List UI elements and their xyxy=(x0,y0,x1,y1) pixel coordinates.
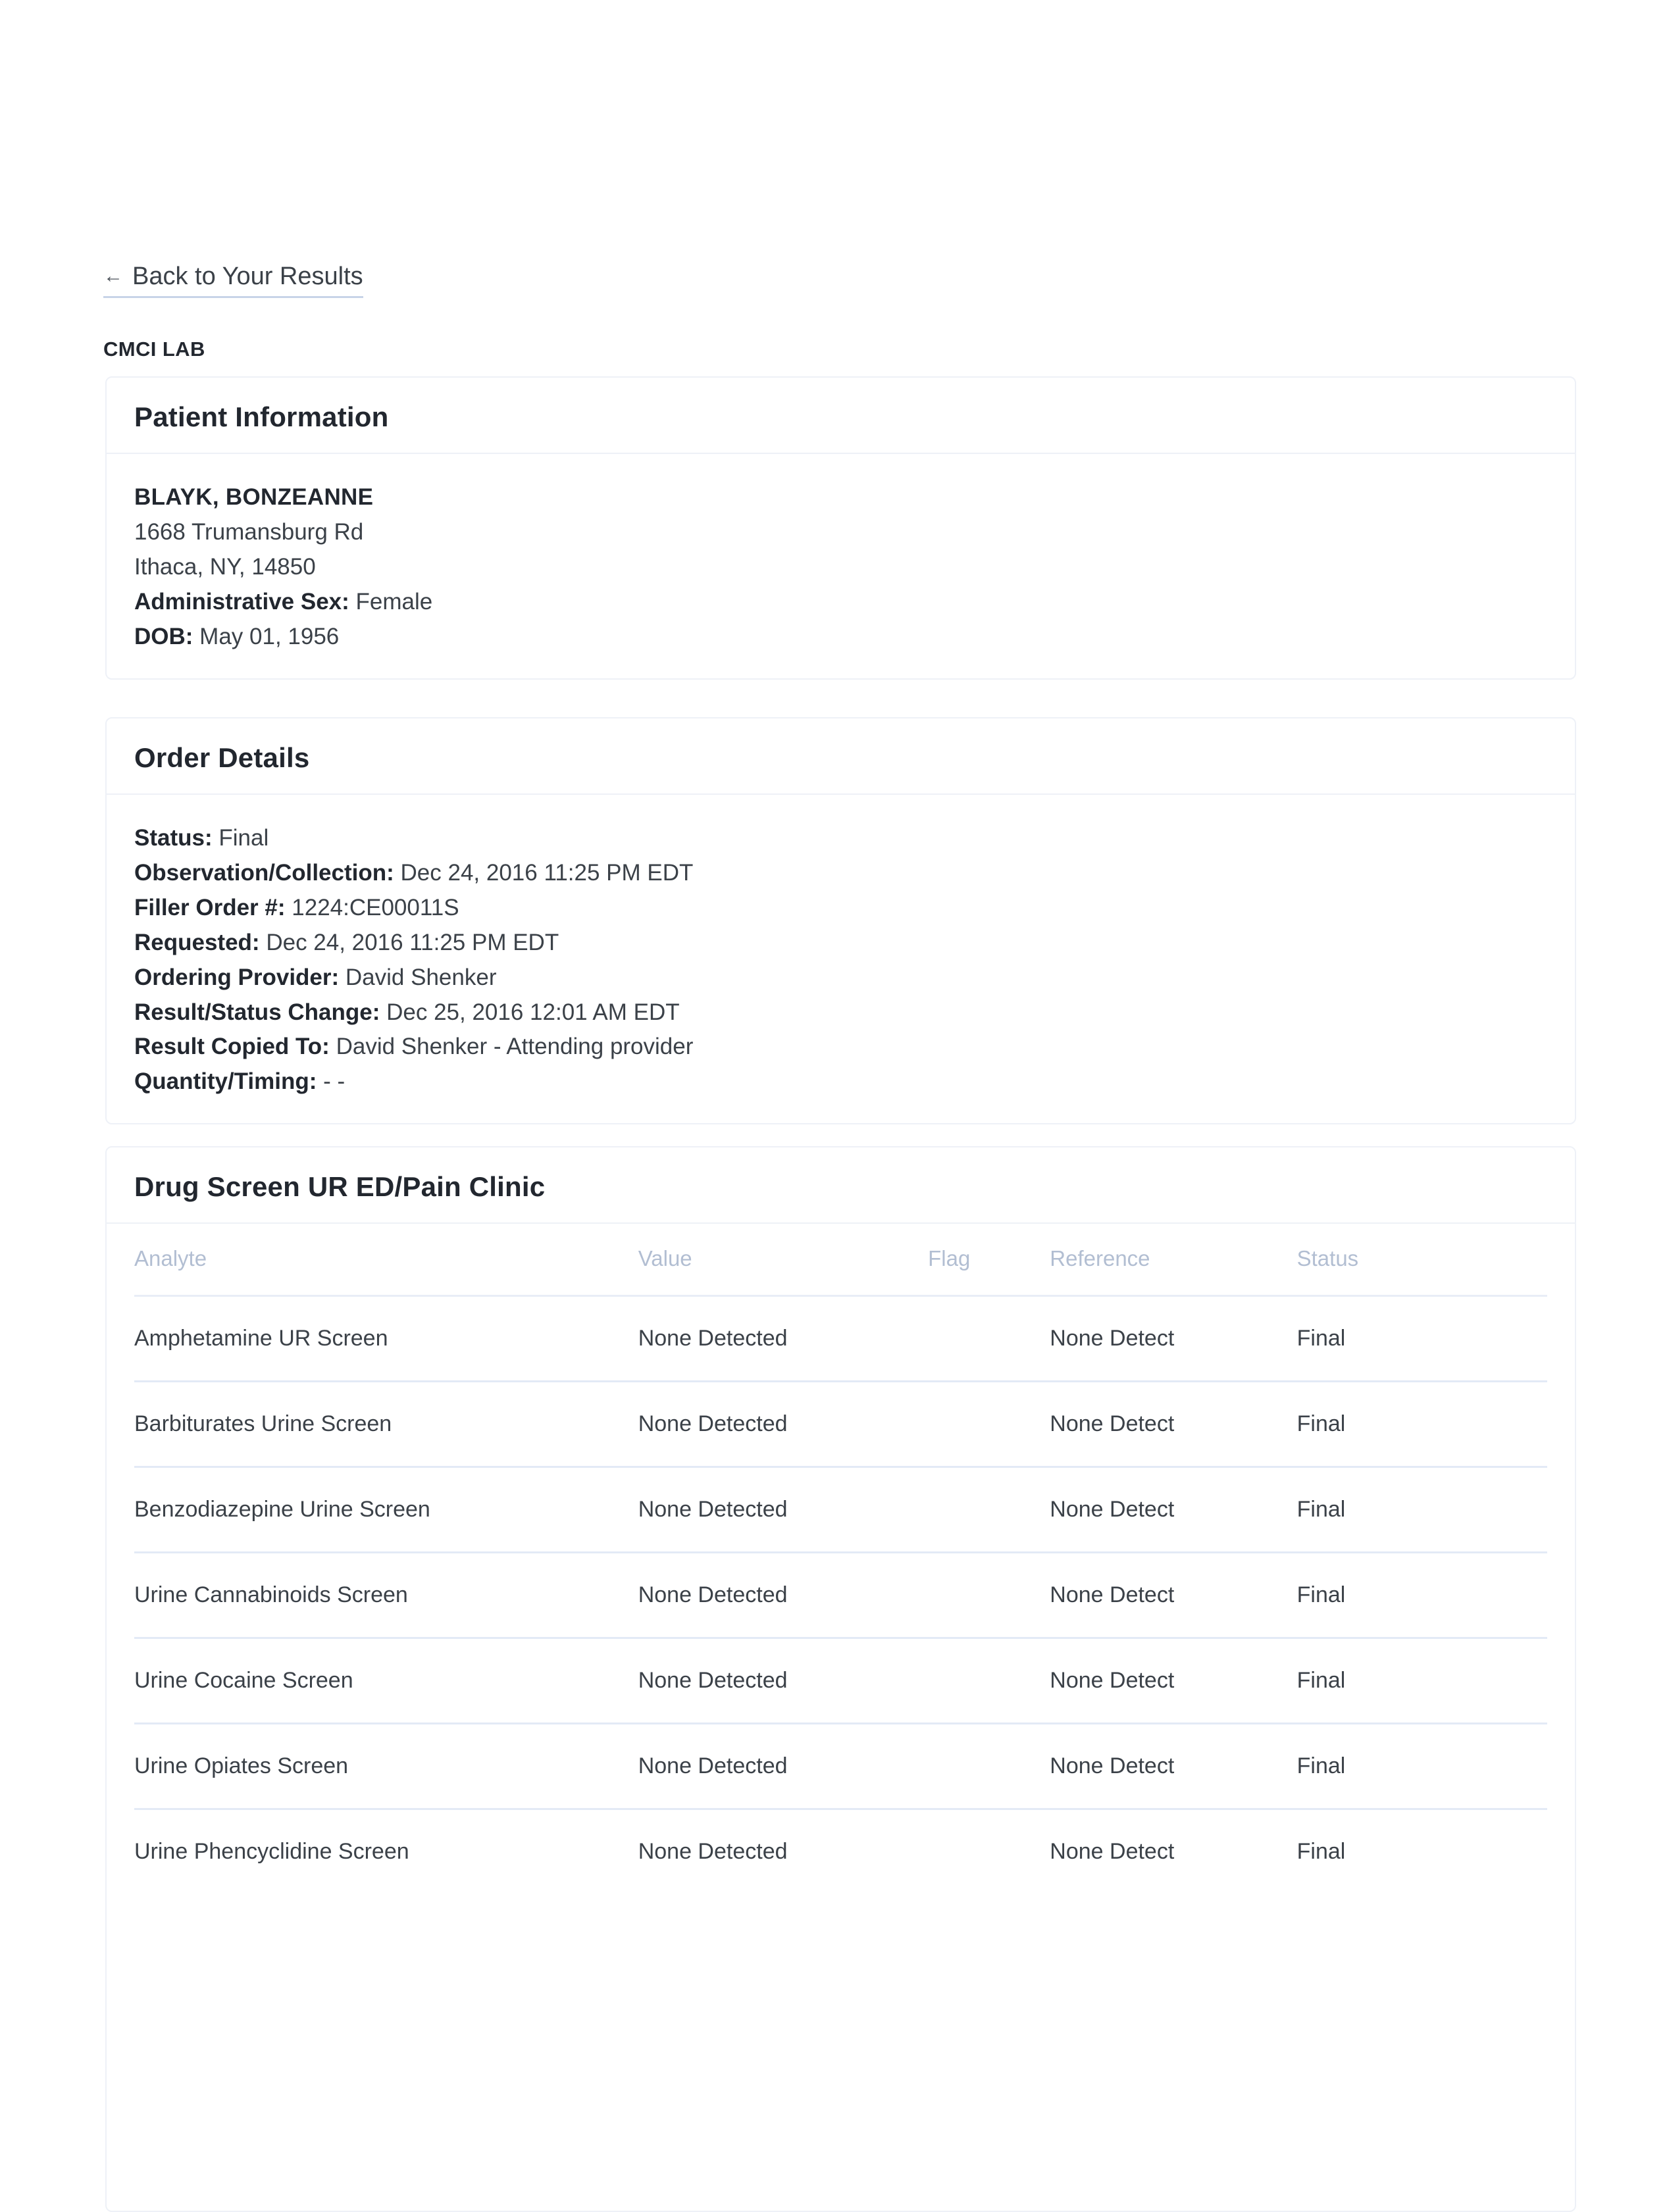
patient-card-title: Patient Information xyxy=(134,401,389,432)
cell-status: Final xyxy=(1297,1467,1547,1553)
cell-reference: None Detect xyxy=(1050,1638,1296,1724)
order-field-row xyxy=(134,821,1547,856)
patient-card-header xyxy=(107,378,1575,454)
order-card-body xyxy=(107,795,1575,1123)
cell-analyte: Urine Cocaine Screen xyxy=(134,1638,638,1724)
cell-reference: None Detect xyxy=(1050,1553,1296,1638)
order-card-header xyxy=(107,718,1575,795)
field-key: Administrative Sex: xyxy=(134,588,349,615)
order-field-row xyxy=(134,856,1547,891)
order-card-title: Order Details xyxy=(134,742,310,773)
column-header-value[interactable]: Value xyxy=(638,1224,928,1296)
field-value: David Shenker xyxy=(345,964,497,990)
field-value: Dec 24, 2016 11:25 PM EDT xyxy=(400,860,694,886)
table-row xyxy=(134,1638,1547,1724)
cell-reference: None Detect xyxy=(1050,1467,1296,1553)
results-card-header xyxy=(107,1147,1575,1224)
field-value: Final xyxy=(218,825,269,851)
table-row xyxy=(134,1382,1547,1467)
column-header-reference[interactable]: Reference xyxy=(1050,1224,1296,1296)
table-row xyxy=(134,1553,1547,1638)
cell-reference: None Detect xyxy=(1050,1296,1296,1382)
cell-flag xyxy=(928,1724,1050,1809)
cell-flag xyxy=(928,1382,1050,1467)
back-to-results-link[interactable] xyxy=(103,263,363,298)
cell-value: None Detected xyxy=(638,1382,928,1467)
cell-flag xyxy=(928,1553,1050,1638)
cell-analyte: Urine Opiates Screen xyxy=(134,1724,638,1809)
order-details-card xyxy=(105,717,1576,1124)
field-key: Requested: xyxy=(134,929,260,955)
cell-status: Final xyxy=(1297,1724,1547,1809)
arrow-left-icon: ← xyxy=(103,265,123,287)
field-value: Female xyxy=(355,588,433,615)
field-value: David Shenker - Attending provider xyxy=(336,1034,694,1060)
order-field-row xyxy=(134,926,1547,961)
cell-status: Final xyxy=(1297,1553,1547,1638)
field-key: Quantity/Timing: xyxy=(134,1068,317,1095)
column-header-flag[interactable]: Flag xyxy=(928,1224,1050,1296)
field-value: Dec 25, 2016 12:01 AM EDT xyxy=(386,999,680,1025)
cell-flag xyxy=(928,1296,1050,1382)
patient-field-row xyxy=(134,585,1547,620)
patient-address-line-1: 1668 Trumansburg Rd xyxy=(134,519,364,545)
cell-value: None Detected xyxy=(638,1553,928,1638)
field-value: Dec 24, 2016 11:25 PM EDT xyxy=(266,929,559,955)
patient-card-body xyxy=(107,454,1575,678)
cell-reference: None Detect xyxy=(1050,1839,1175,1865)
cell-value: None Detected xyxy=(638,1467,928,1553)
cell-value: None Detected xyxy=(638,1296,928,1382)
results-table-body xyxy=(134,1296,1547,1894)
field-key: DOB: xyxy=(134,623,193,649)
order-field-row xyxy=(134,1030,1547,1065)
patient-name: BLAYK, BONZEANNE xyxy=(134,484,374,511)
field-key: Observation/Collection: xyxy=(134,860,394,886)
field-value: - - xyxy=(323,1068,346,1095)
field-key: Result Copied To: xyxy=(134,1034,330,1060)
cell-analyte: Benzodiazepine Urine Screen xyxy=(134,1467,638,1553)
order-field-row xyxy=(134,891,1547,926)
results-table-head xyxy=(134,1224,1547,1296)
table-row xyxy=(134,1724,1547,1809)
cell-reference: None Detect xyxy=(1050,1724,1296,1809)
patient-information-card xyxy=(105,376,1576,680)
order-field-row xyxy=(134,995,1547,1030)
field-key: Result/Status Change: xyxy=(134,999,380,1025)
drug-screen-results-card xyxy=(105,1146,1576,2212)
cell-value: None Detected xyxy=(638,1839,788,1865)
results-card-title: Drug Screen UR ED/Pain Clinic xyxy=(134,1171,546,1202)
field-key: Ordering Provider: xyxy=(134,964,340,990)
results-table xyxy=(134,1224,1547,1894)
field-key: Filler Order #: xyxy=(134,894,286,920)
cell-analyte: Barbiturates Urine Screen xyxy=(134,1382,638,1467)
cell-value: None Detected xyxy=(638,1638,928,1724)
order-field-row xyxy=(134,961,1547,995)
column-header-analyte[interactable]: Analyte xyxy=(134,1224,638,1296)
table-row xyxy=(134,1467,1547,1553)
cell-reference: None Detect xyxy=(1050,1382,1296,1467)
patient-address-line-2: Ithaca, NY, 14850 xyxy=(134,553,316,580)
cell-flag xyxy=(928,1638,1050,1724)
field-key: Status: xyxy=(134,825,213,851)
cell-analyte: Urine Phencyclidine Screen xyxy=(134,1839,409,1865)
column-header-status[interactable]: Status xyxy=(1297,1224,1547,1296)
results-table-wrap xyxy=(107,1224,1575,1894)
table-row xyxy=(134,1809,1547,1894)
cell-analyte: Amphetamine UR Screen xyxy=(134,1296,638,1382)
field-value: May 01, 1956 xyxy=(199,623,340,649)
cell-status: Final xyxy=(1296,1839,1346,1865)
back-to-results-label: Back to Your Results xyxy=(132,263,363,290)
order-field-row xyxy=(134,1065,1547,1099)
cell-status: Final xyxy=(1297,1296,1547,1382)
cell-flag xyxy=(928,1809,1050,1894)
lab-name: CMCI LAB xyxy=(103,338,205,361)
cell-status: Final xyxy=(1297,1382,1547,1467)
table-header-row xyxy=(134,1224,1547,1296)
patient-field-row xyxy=(134,620,1547,655)
table-row xyxy=(134,1296,1547,1382)
cell-value: None Detected xyxy=(638,1724,928,1809)
cell-flag xyxy=(928,1467,1050,1553)
field-value: 1224:CE00011S xyxy=(292,894,459,920)
cell-analyte: Urine Cannabinoids Screen xyxy=(134,1553,638,1638)
cell-status: Final xyxy=(1297,1638,1547,1724)
